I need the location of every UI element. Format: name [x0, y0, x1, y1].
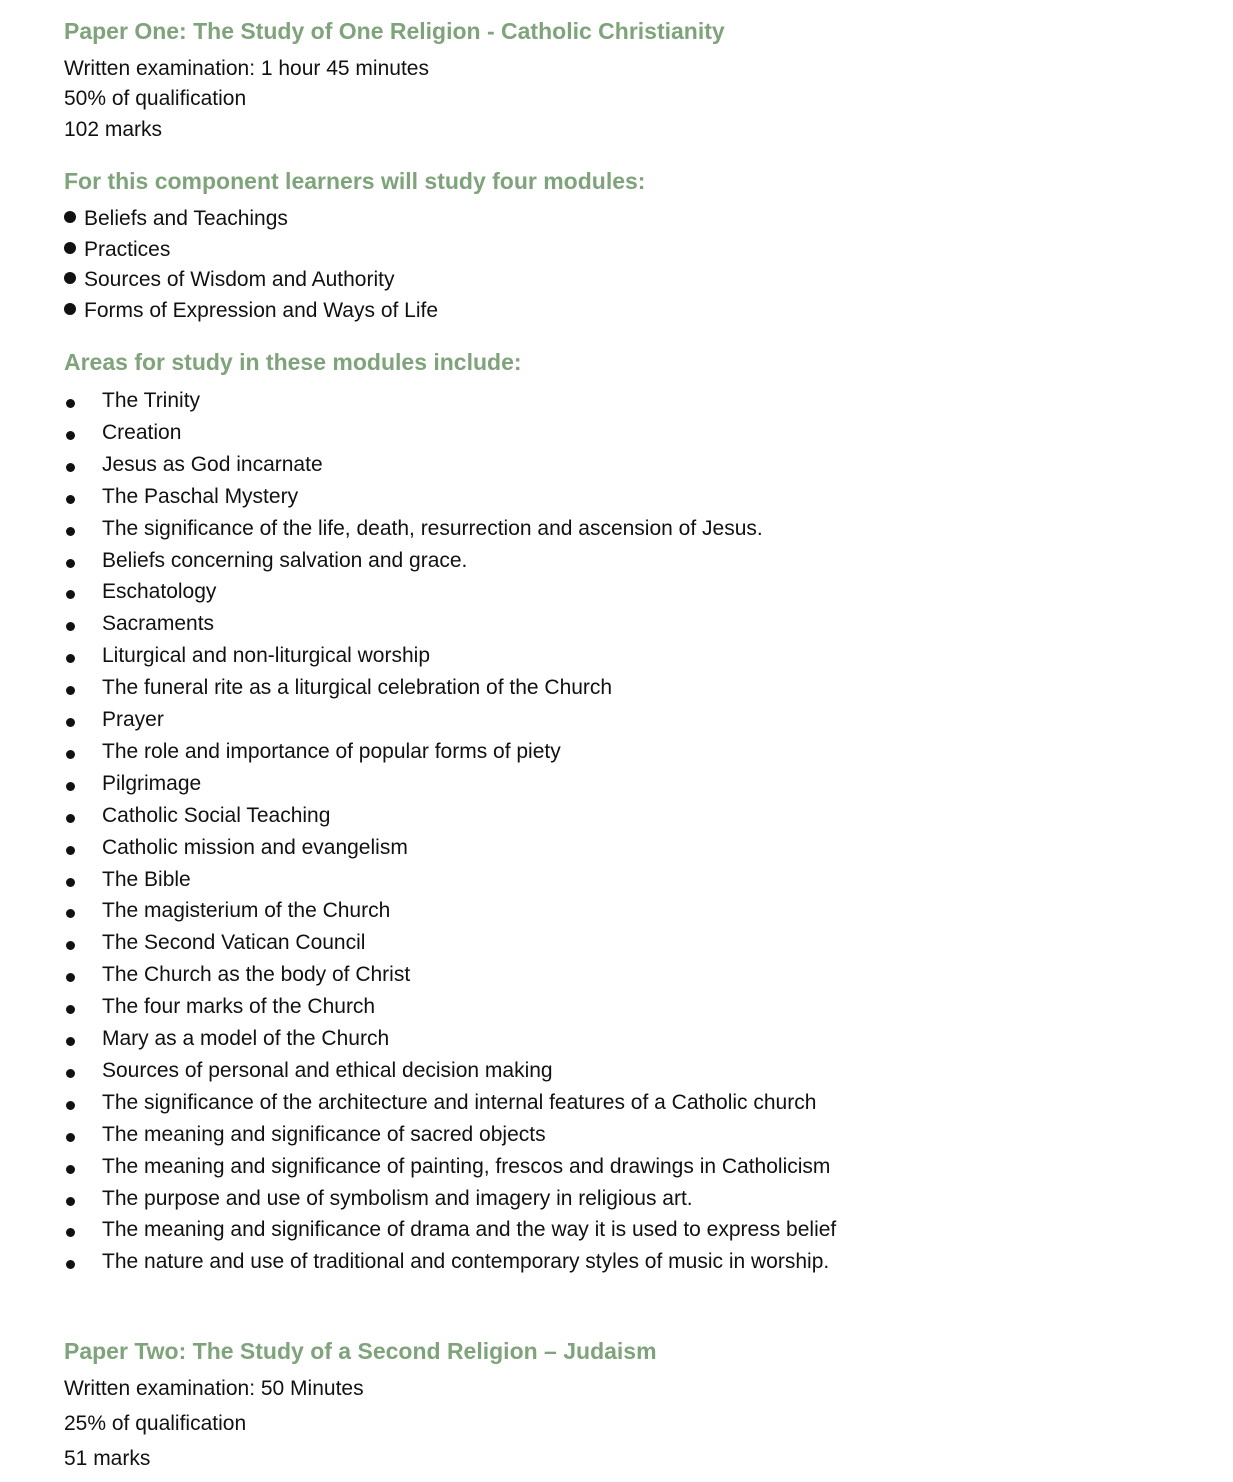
bullet-icon	[64, 272, 76, 284]
bullet-icon	[66, 878, 75, 887]
area-label: Catholic Social Teaching	[102, 803, 331, 827]
area-label: The Bible	[102, 867, 191, 891]
area-label: The meaning and significance of drama and the way it is used to express belief	[102, 1218, 837, 1242]
bullet-icon	[66, 909, 75, 918]
area-label: Sources of personal and ethical decision making	[102, 1058, 553, 1082]
bullet-icon	[66, 399, 75, 408]
area-label: The meaning and significance of painting, frescos and drawings in Catholicism	[102, 1154, 831, 1178]
bullet-icon	[66, 495, 75, 504]
bullet-icon	[66, 622, 75, 631]
bullet-icon	[66, 686, 75, 695]
area-label: Creation	[102, 420, 182, 444]
bullet-icon	[66, 973, 75, 982]
area-label: The meaning and significance of sacred objects	[102, 1122, 546, 1146]
bullet-icon	[66, 1165, 75, 1174]
paper-one-weight: 50% of qualification	[64, 87, 247, 110]
module-label: Sources of Wisdom and Authority	[84, 268, 395, 292]
bullet-icon	[66, 941, 75, 950]
module-label: Practices	[84, 237, 171, 261]
bullet-icon	[66, 1101, 75, 1110]
module-item	[64, 238, 170, 262]
bullet-icon	[66, 718, 75, 727]
paper-two-weight: 25% of qualification	[64, 1412, 247, 1435]
area-label: The Paschal Mystery	[102, 484, 299, 508]
area-label: Sacraments	[102, 612, 215, 636]
area-label: The funeral rite as a liturgical celebration of the Church	[102, 676, 613, 700]
bullet-icon	[66, 1228, 75, 1237]
area-label: Jesus as God incarnate	[102, 452, 323, 476]
module-item	[64, 207, 288, 231]
bullet-icon	[66, 750, 75, 759]
area-label: The Church as the body of Christ	[102, 963, 411, 987]
area-label: The role and importance of popular forms of piety	[102, 739, 561, 763]
area-label: The purpose and use of symbolism and imagery in religious art.	[102, 1186, 693, 1210]
area-label: The four marks of the Church	[102, 995, 376, 1019]
module-label: Forms of Expression and Ways of Life	[84, 299, 439, 323]
bullet-icon	[66, 1260, 75, 1269]
paper-two-duration: Written examination: 50 Minutes	[64, 1377, 364, 1400]
area-label: The Trinity	[102, 389, 201, 412]
bullet-icon	[66, 431, 75, 440]
bullet-icon	[66, 527, 75, 536]
paper-two-marks: 51 marks	[64, 1447, 151, 1470]
area-label: Mary as a model of the Church	[102, 1027, 390, 1050]
bullet-icon	[66, 1197, 75, 1206]
area-label: The significance of the life, death, resurrection and ascension of Jesus.	[102, 516, 763, 540]
module-item	[64, 268, 394, 292]
area-label: Eschatology	[102, 580, 217, 604]
bullet-icon	[66, 782, 75, 791]
bullet-icon	[66, 559, 75, 568]
bullet-icon	[66, 814, 75, 823]
area-label: Liturgical and non-liturgical worship	[102, 644, 431, 668]
area-label: Beliefs concerning salvation and grace.	[102, 548, 468, 572]
modules-heading: For this component learners will study four modules:	[64, 168, 646, 194]
area-label: The nature and use of traditional and contemporary styles of music in worship.	[102, 1250, 830, 1274]
area-label: Prayer	[102, 708, 164, 731]
area-label: The magisterium of the Church	[102, 899, 391, 923]
bullet-icon	[64, 303, 76, 315]
area-label: Catholic mission and evangelism	[102, 835, 408, 859]
area-label: Pilgrimage	[102, 771, 202, 795]
bullet-icon	[66, 463, 75, 472]
paper-one-title: Paper One: The Study of One Religion - Catholic Christianity	[64, 18, 725, 44]
module-label: Beliefs and Teachings	[84, 207, 288, 230]
bullet-icon	[66, 846, 75, 855]
bullet-icon	[66, 1069, 75, 1078]
bullet-icon	[66, 1037, 75, 1046]
paper-one-marks: 102 marks	[64, 118, 163, 141]
area-label: The significance of the architecture and internal features of a Catholic church	[102, 1090, 817, 1114]
paper-one-duration: Written examination: 1 hour 45 minutes	[64, 57, 429, 80]
bullet-icon	[66, 1133, 75, 1142]
areas-heading: Areas for study in these modules include:	[64, 349, 522, 375]
bullet-icon	[64, 211, 76, 223]
paper-two-title: Paper Two: The Study of a Second Religion – Judaism	[64, 1338, 657, 1364]
bullet-icon	[66, 1005, 75, 1014]
bullet-icon	[66, 590, 75, 599]
area-label: The Second Vatican Council	[102, 931, 366, 955]
module-item	[64, 299, 438, 323]
bullet-icon	[64, 242, 76, 254]
bullet-icon	[66, 654, 75, 663]
